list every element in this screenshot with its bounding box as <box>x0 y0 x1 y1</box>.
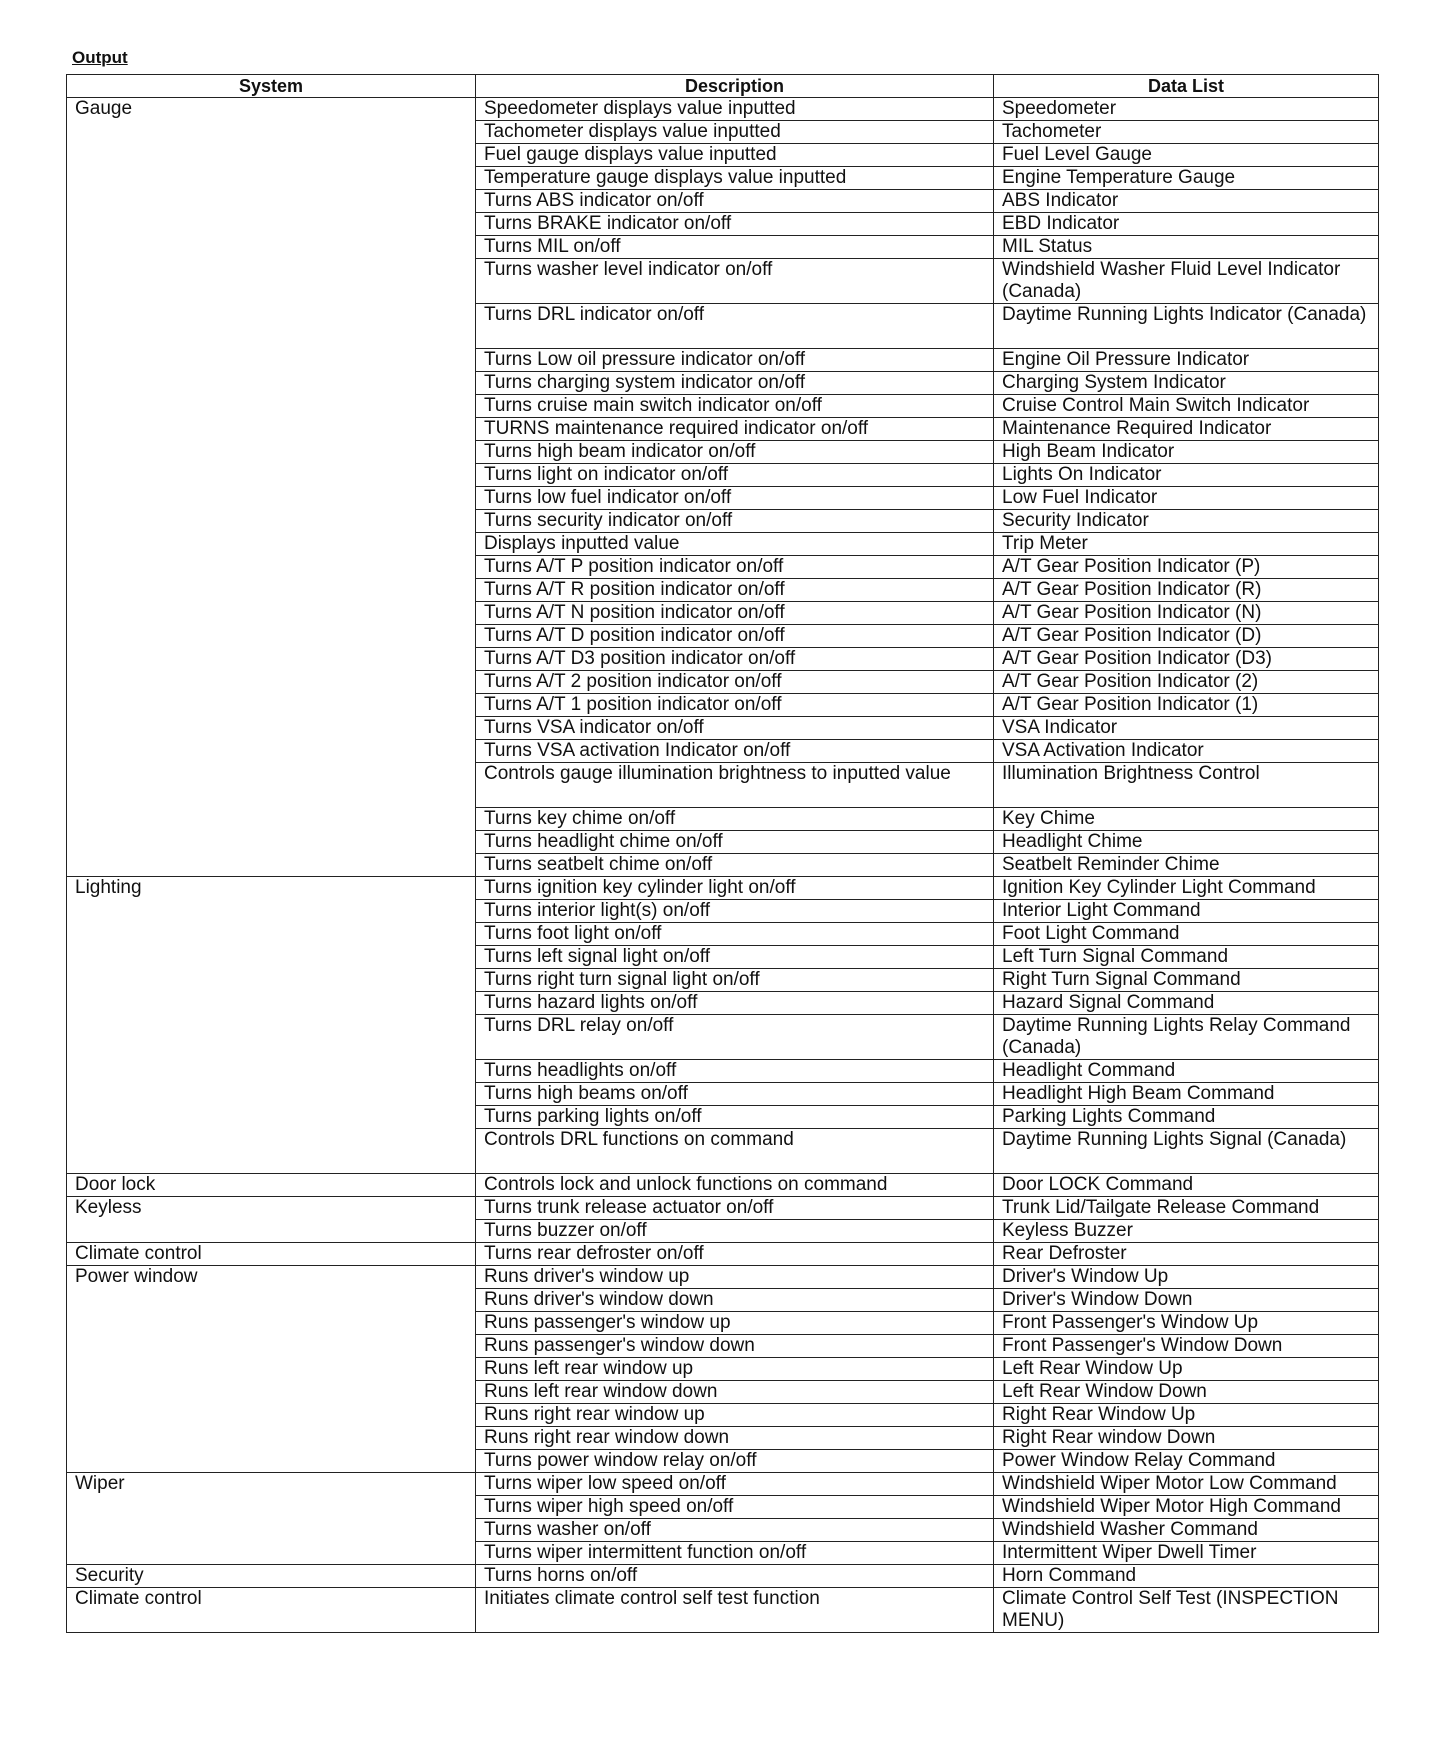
data-list-cell: Door LOCK Command <box>994 1174 1379 1197</box>
data-list-cell: ABS Indicator <box>994 190 1379 213</box>
table-row <box>67 877 1379 900</box>
description-cell: Turns cruise main switch indicator on/off <box>476 395 994 418</box>
description-cell: Turns VSA activation Indicator on/off <box>476 740 994 763</box>
data-list-cell: Windshield Washer Command <box>994 1519 1379 1542</box>
data-list-cell: Climate Control Self Test (INSPECTION MENU) <box>994 1588 1379 1633</box>
description-cell: Turns headlights on/off <box>476 1060 994 1083</box>
data-list-cell: Front Passenger's Window Down <box>994 1335 1379 1358</box>
description-cell: Turns A/T D3 position indicator on/off <box>476 648 994 671</box>
data-list-cell: VSA Indicator <box>994 717 1379 740</box>
data-list-cell: Cruise Control Main Switch Indicator <box>994 395 1379 418</box>
description-cell: Turns A/T N position indicator on/off <box>476 602 994 625</box>
data-list-cell: Horn Command <box>994 1565 1379 1588</box>
description-cell: Fuel gauge displays value inputted <box>476 144 994 167</box>
description-cell: Runs left rear window up <box>476 1358 994 1381</box>
description-cell: Turns wiper low speed on/off <box>476 1473 994 1496</box>
table-row <box>67 1243 1379 1266</box>
data-list-cell: Daytime Running Lights Signal (Canada) <box>994 1129 1379 1174</box>
data-list-cell: Left Rear Window Up <box>994 1358 1379 1381</box>
data-list-cell: Low Fuel Indicator <box>994 487 1379 510</box>
description-column-header: Description <box>476 75 994 98</box>
system-cell: Climate control <box>67 1243 476 1266</box>
data-list-cell: Illumination Brightness Control <box>994 763 1379 808</box>
data-list-cell: Driver's Window Down <box>994 1289 1379 1312</box>
description-cell: Initiates climate control self test function <box>476 1588 994 1633</box>
table-row <box>67 98 1379 121</box>
header-row <box>67 75 1379 98</box>
description-cell: Turns rear defroster on/off <box>476 1243 994 1266</box>
description-cell: Turns key chime on/off <box>476 808 994 831</box>
system-cell: Wiper <box>67 1473 476 1565</box>
data-list-cell: Security Indicator <box>994 510 1379 533</box>
data-list-cell: EBD Indicator <box>994 213 1379 236</box>
data-list-cell: Right Rear window Down <box>994 1427 1379 1450</box>
description-cell: Turns hazard lights on/off <box>476 992 994 1015</box>
data-list-cell: Headlight Command <box>994 1060 1379 1083</box>
output-heading: Output <box>72 48 128 67</box>
description-cell: Turns ignition key cylinder light on/off <box>476 877 994 900</box>
description-cell: Turns wiper high speed on/off <box>476 1496 994 1519</box>
data-list-cell: Front Passenger's Window Up <box>994 1312 1379 1335</box>
description-cell: Controls lock and unlock functions on command <box>476 1174 994 1197</box>
description-cell: Turns A/T R position indicator on/off <box>476 579 994 602</box>
description-cell: Turns A/T D position indicator on/off <box>476 625 994 648</box>
data-list-cell: VSA Activation Indicator <box>994 740 1379 763</box>
description-cell: TURNS maintenance required indicator on/off <box>476 418 994 441</box>
data-list-cell: Trunk Lid/Tailgate Release Command <box>994 1197 1379 1220</box>
data-list-cell: Key Chime <box>994 808 1379 831</box>
description-cell: Turns light on indicator on/off <box>476 464 994 487</box>
description-cell: Turns high beam indicator on/off <box>476 441 994 464</box>
description-cell: Controls gauge illumination brightness to inputted value <box>476 763 994 808</box>
description-cell: Turns MIL on/off <box>476 236 994 259</box>
data-list-cell: Seatbelt Reminder Chime <box>994 854 1379 877</box>
data-list-cell: Tachometer <box>994 121 1379 144</box>
output-table <box>66 74 1379 1633</box>
data-list-cell: Trip Meter <box>994 533 1379 556</box>
table-row <box>67 1588 1379 1633</box>
description-cell: Temperature gauge displays value inputted <box>476 167 994 190</box>
data-list-cell: Interior Light Command <box>994 900 1379 923</box>
description-cell: Turns foot light on/off <box>476 923 994 946</box>
description-cell: Runs passenger's window up <box>476 1312 994 1335</box>
description-cell: Turns seatbelt chime on/off <box>476 854 994 877</box>
description-cell: Turns charging system indicator on/off <box>476 372 994 395</box>
data-list-cell: Foot Light Command <box>994 923 1379 946</box>
system-column-header: System <box>67 75 476 98</box>
description-cell: Runs driver's window up <box>476 1266 994 1289</box>
system-cell: Climate control <box>67 1588 476 1633</box>
description-cell: Turns BRAKE indicator on/off <box>476 213 994 236</box>
description-cell: Turns security indicator on/off <box>476 510 994 533</box>
description-cell: Turns high beams on/off <box>476 1083 994 1106</box>
description-cell: Runs passenger's window down <box>476 1335 994 1358</box>
data-list-cell: A/T Gear Position Indicator (R) <box>994 579 1379 602</box>
system-cell: Keyless <box>67 1197 476 1243</box>
system-cell: Gauge <box>67 98 476 877</box>
description-cell: Displays inputted value <box>476 533 994 556</box>
description-cell: Turns horns on/off <box>476 1565 994 1588</box>
data-list-cell: MIL Status <box>994 236 1379 259</box>
data-list-cell: A/T Gear Position Indicator (2) <box>994 671 1379 694</box>
data-list-cell: Right Turn Signal Command <box>994 969 1379 992</box>
data-list-cell: Intermittent Wiper Dwell Timer <box>994 1542 1379 1565</box>
description-cell: Turns interior light(s) on/off <box>476 900 994 923</box>
data-list-cell: Speedometer <box>994 98 1379 121</box>
description-cell: Turns DRL indicator on/off <box>476 304 994 349</box>
description-cell: Turns DRL relay on/off <box>476 1015 994 1060</box>
data-list-cell: Charging System Indicator <box>994 372 1379 395</box>
data-list-cell: Windshield Wiper Motor High Command <box>994 1496 1379 1519</box>
description-cell: Turns Low oil pressure indicator on/off <box>476 349 994 372</box>
table-row <box>67 1174 1379 1197</box>
data-list-cell: A/T Gear Position Indicator (N) <box>994 602 1379 625</box>
description-cell: Turns A/T P position indicator on/off <box>476 556 994 579</box>
data-list-cell: Daytime Running Lights Indicator (Canada) <box>994 304 1379 349</box>
data-list-cell: High Beam Indicator <box>994 441 1379 464</box>
data-list-cell: Driver's Window Up <box>994 1266 1379 1289</box>
description-cell: Turns washer level indicator on/off <box>476 259 994 304</box>
description-cell: Turns parking lights on/off <box>476 1106 994 1129</box>
data-list-cell: Rear Defroster <box>994 1243 1379 1266</box>
table-row <box>67 1197 1379 1220</box>
data-list-cell: Hazard Signal Command <box>994 992 1379 1015</box>
table-row <box>67 1266 1379 1289</box>
description-cell: Turns trunk release actuator on/off <box>476 1197 994 1220</box>
data-list-cell: Right Rear Window Up <box>994 1404 1379 1427</box>
data-list-cell: Windshield Wiper Motor Low Command <box>994 1473 1379 1496</box>
data-list-cell: Ignition Key Cylinder Light Command <box>994 877 1379 900</box>
description-cell: Turns ABS indicator on/off <box>476 190 994 213</box>
description-cell: Turns low fuel indicator on/off <box>476 487 994 510</box>
data-list-cell: Left Turn Signal Command <box>994 946 1379 969</box>
description-cell: Turns wiper intermittent function on/off <box>476 1542 994 1565</box>
data-list-cell: Headlight High Beam Command <box>994 1083 1379 1106</box>
description-cell: Tachometer displays value inputted <box>476 121 994 144</box>
output-table-body <box>67 98 1379 1633</box>
data-list-cell: Maintenance Required Indicator <box>994 418 1379 441</box>
system-cell: Security <box>67 1565 476 1588</box>
description-cell: Speedometer displays value inputted <box>476 98 994 121</box>
description-cell: Turns right turn signal light on/off <box>476 969 994 992</box>
data-list-cell: A/T Gear Position Indicator (P) <box>994 556 1379 579</box>
data-list-cell: Headlight Chime <box>994 831 1379 854</box>
data-list-column-header: Data List <box>994 75 1379 98</box>
data-list-cell: Daytime Running Lights Relay Command (Canada) <box>994 1015 1379 1060</box>
data-list-cell: Left Rear Window Down <box>994 1381 1379 1404</box>
description-cell: Turns left signal light on/off <box>476 946 994 969</box>
description-cell: Runs right rear window up <box>476 1404 994 1427</box>
data-list-cell: Parking Lights Command <box>994 1106 1379 1129</box>
data-list-cell: Engine Temperature Gauge <box>994 167 1379 190</box>
data-list-cell: Power Window Relay Command <box>994 1450 1379 1473</box>
description-cell: Runs right rear window down <box>476 1427 994 1450</box>
description-cell: Turns washer on/off <box>476 1519 994 1542</box>
description-cell: Turns buzzer on/off <box>476 1220 994 1243</box>
description-cell: Turns headlight chime on/off <box>476 831 994 854</box>
data-list-cell: A/T Gear Position Indicator (D3) <box>994 648 1379 671</box>
data-list-cell: Windshield Washer Fluid Level Indicator (Canada) <box>994 259 1379 304</box>
description-cell: Turns A/T 2 position indicator on/off <box>476 671 994 694</box>
table-row <box>67 1565 1379 1588</box>
table-row <box>67 1473 1379 1496</box>
system-cell: Power window <box>67 1266 476 1473</box>
description-cell: Controls DRL functions on command <box>476 1129 994 1174</box>
data-list-cell: Keyless Buzzer <box>994 1220 1379 1243</box>
description-cell: Runs driver's window down <box>476 1289 994 1312</box>
description-cell: Turns power window relay on/off <box>476 1450 994 1473</box>
data-list-cell: A/T Gear Position Indicator (1) <box>994 694 1379 717</box>
description-cell: Turns A/T 1 position indicator on/off <box>476 694 994 717</box>
description-cell: Turns VSA indicator on/off <box>476 717 994 740</box>
system-cell: Lighting <box>67 877 476 1174</box>
data-list-cell: Fuel Level Gauge <box>994 144 1379 167</box>
description-cell: Runs left rear window down <box>476 1381 994 1404</box>
data-list-cell: A/T Gear Position Indicator (D) <box>994 625 1379 648</box>
data-list-cell: Lights On Indicator <box>994 464 1379 487</box>
data-list-cell: Engine Oil Pressure Indicator <box>994 349 1379 372</box>
system-cell: Door lock <box>67 1174 476 1197</box>
